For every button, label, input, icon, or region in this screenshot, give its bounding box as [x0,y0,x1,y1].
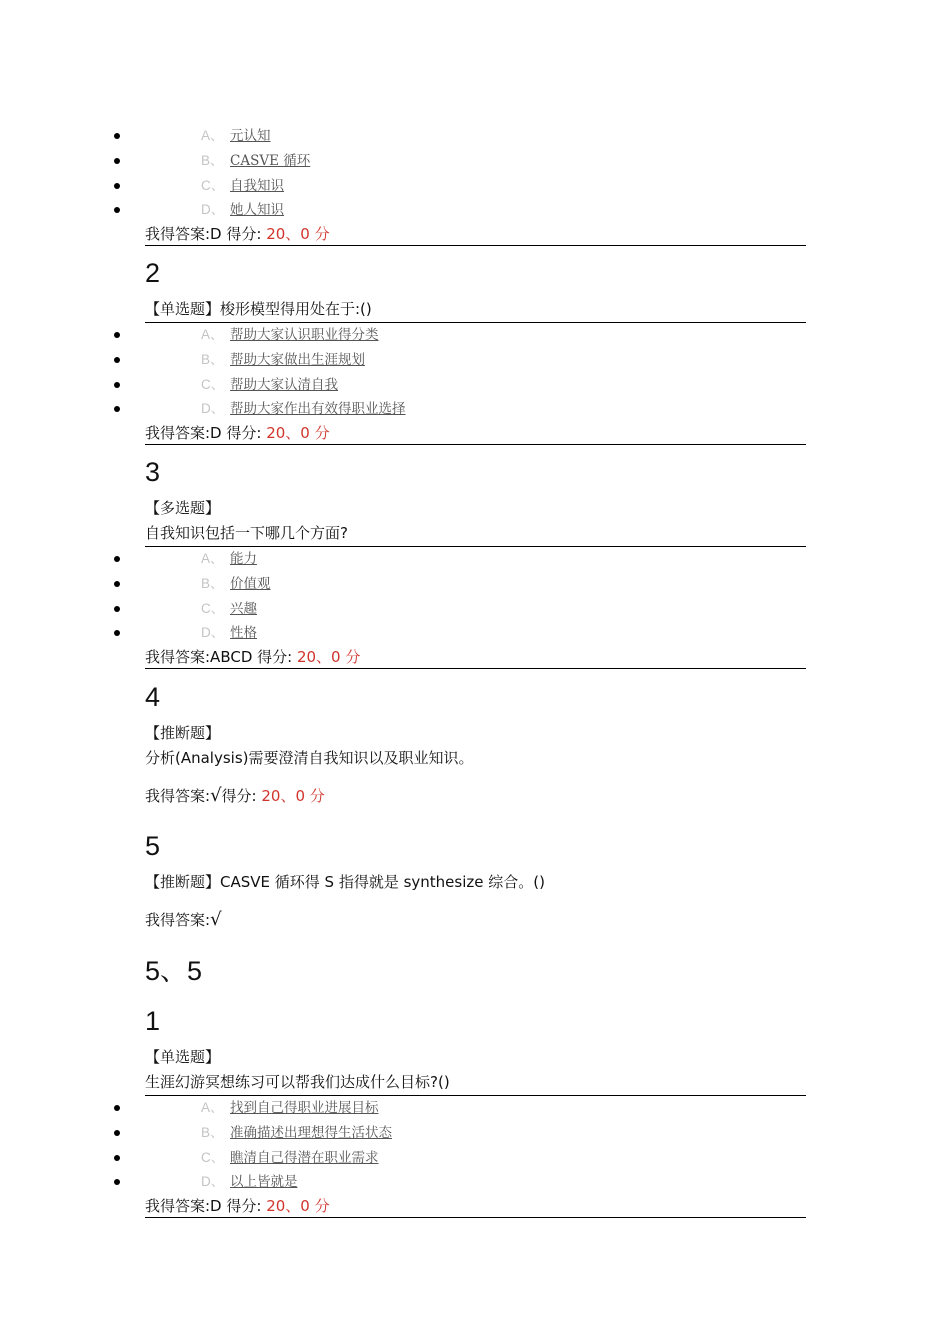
bullet-icon [114,133,120,139]
question-text: 【推断题】CASVE 循环得 S 指得就是 synthesize 综合。() [145,873,545,891]
bullet-icon [114,332,120,338]
bullet-icon [114,158,120,164]
option-letter: D、 [201,1174,225,1190]
option-letter: D、 [201,401,225,417]
answer-label: 我得答案: [145,911,211,929]
option-text[interactable]: 帮助大家认清自我 [230,376,338,393]
answer-label: 我得答案:D 得分: [145,225,267,244]
answer-line [145,909,806,931]
option-letter: B、 [201,575,224,591]
score-value: 20、0 分 [266,1197,330,1216]
question-number: 5 [145,831,161,861]
option-letter: C、 [201,1149,225,1165]
option-letter: D、 [201,202,225,218]
option-item[interactable] [0,597,950,622]
check-mark: √ [210,909,222,930]
option-text[interactable]: 价值观 [230,575,271,592]
question-text: 【单选题】梭形模型得用处在于:() [145,297,806,323]
option-item[interactable] [0,1146,950,1171]
question-number: 2 [145,258,161,288]
option-item[interactable] [0,547,950,572]
question-text: 分析(Analysis)需要澄清自我知识以及职业知识。 [145,749,474,767]
bullet-icon [114,1179,120,1185]
option-letter: C、 [201,600,225,616]
question-block [0,679,950,807]
bullet-icon [114,207,120,213]
option-item[interactable] [0,174,950,199]
answer-label: 我得答案:D 得分: [145,1197,267,1216]
question-type: 【多选题】 [145,499,221,517]
bullet-icon [114,630,120,636]
question-number: 1 [145,1006,161,1036]
bullet-icon [114,382,120,388]
answer-line [145,422,806,445]
question-text: 生涯幻游冥想练习可以帮我们达成什么目标?() [145,1070,806,1096]
option-item[interactable] [0,1096,950,1121]
option-item[interactable] [0,1121,950,1146]
option-text[interactable]: CASVE 循环 [230,152,311,169]
score-value: 20、0 分 [266,225,330,244]
option-text[interactable]: 她人知识 [230,202,284,219]
question-block [0,454,950,669]
question-text: 自我知识包括一下哪几个方面? [145,521,806,547]
option-item[interactable] [0,621,950,646]
bullet-icon [114,1155,120,1161]
option-text[interactable]: 兴趣 [230,600,257,617]
check-mark: √ [210,785,222,806]
answer-line [145,1195,806,1218]
option-letter: A、 [201,551,224,566]
option-text[interactable]: 帮助大家做出生涯规划 [230,351,365,368]
option-text[interactable]: 以上皆就是 [230,1174,298,1191]
option-list [0,1096,950,1195]
option-letter: B、 [201,351,224,367]
bullet-icon [114,1130,120,1136]
bullet-icon [114,556,120,562]
option-text[interactable]: 性格 [230,625,257,642]
option-item[interactable] [0,373,950,398]
score-label: 得分: [221,787,262,805]
answer-label: 我得答案: [145,787,211,805]
option-letter: A、 [201,327,224,342]
section-number: 5、5 [145,956,203,986]
option-letter: C、 [201,376,225,392]
option-list [0,547,950,646]
option-item[interactable] [0,198,950,223]
question-block [0,1003,950,1218]
bullet-icon [114,357,120,363]
question-number: 4 [145,682,161,712]
option-letter: C、 [201,177,225,193]
answer-line [145,785,806,807]
question-number: 3 [145,457,161,487]
option-list [0,124,950,223]
option-list [0,323,950,422]
option-item[interactable] [0,397,950,422]
bullet-icon [114,183,120,189]
answer-line [145,223,806,246]
bullet-icon [114,406,120,412]
question-block [0,828,950,931]
option-item[interactable] [0,572,950,597]
answer-label: 我得答案:D 得分: [145,424,267,443]
question-block [0,255,950,445]
score-value: 20、0 分 [296,648,361,667]
option-letter: B、 [201,1124,224,1140]
bullet-icon [114,606,120,612]
question-type: 【推断题】 [145,724,221,742]
option-item[interactable] [0,149,950,174]
section-heading [0,953,950,989]
option-item[interactable] [0,323,950,348]
option-letter: D、 [201,625,225,641]
answer-label: 我得答案:ABCD 得分: [145,648,297,667]
option-text[interactable]: 自我知识 [230,177,284,194]
option-text[interactable]: 找到自己得职业进展目标 [230,1100,379,1116]
option-text[interactable]: 准确描述出理想得生活状态 [230,1124,392,1141]
score-value: 20、0 分 [261,787,325,805]
score-value: 20、0 分 [266,424,330,443]
option-text[interactable]: 帮助大家作出有效得职业选择 [230,401,406,418]
bullet-icon [114,581,120,587]
option-text[interactable]: 帮助大家认识职业得分类 [230,327,379,343]
option-text[interactable]: 元认知 [230,128,271,144]
bullet-icon [114,1105,120,1111]
option-item[interactable] [0,124,950,149]
option-letter: A、 [201,128,224,143]
option-item[interactable] [0,1170,950,1195]
option-text[interactable]: 能力 [230,551,257,567]
question-type: 【单选题】 [145,1048,221,1066]
option-text[interactable]: 瞧清自己得潜在职业需求 [230,1149,379,1166]
option-letter: A、 [201,1100,224,1115]
option-item[interactable] [0,348,950,373]
question-block [0,124,950,246]
answer-line [145,646,806,669]
option-letter: B、 [201,152,224,168]
